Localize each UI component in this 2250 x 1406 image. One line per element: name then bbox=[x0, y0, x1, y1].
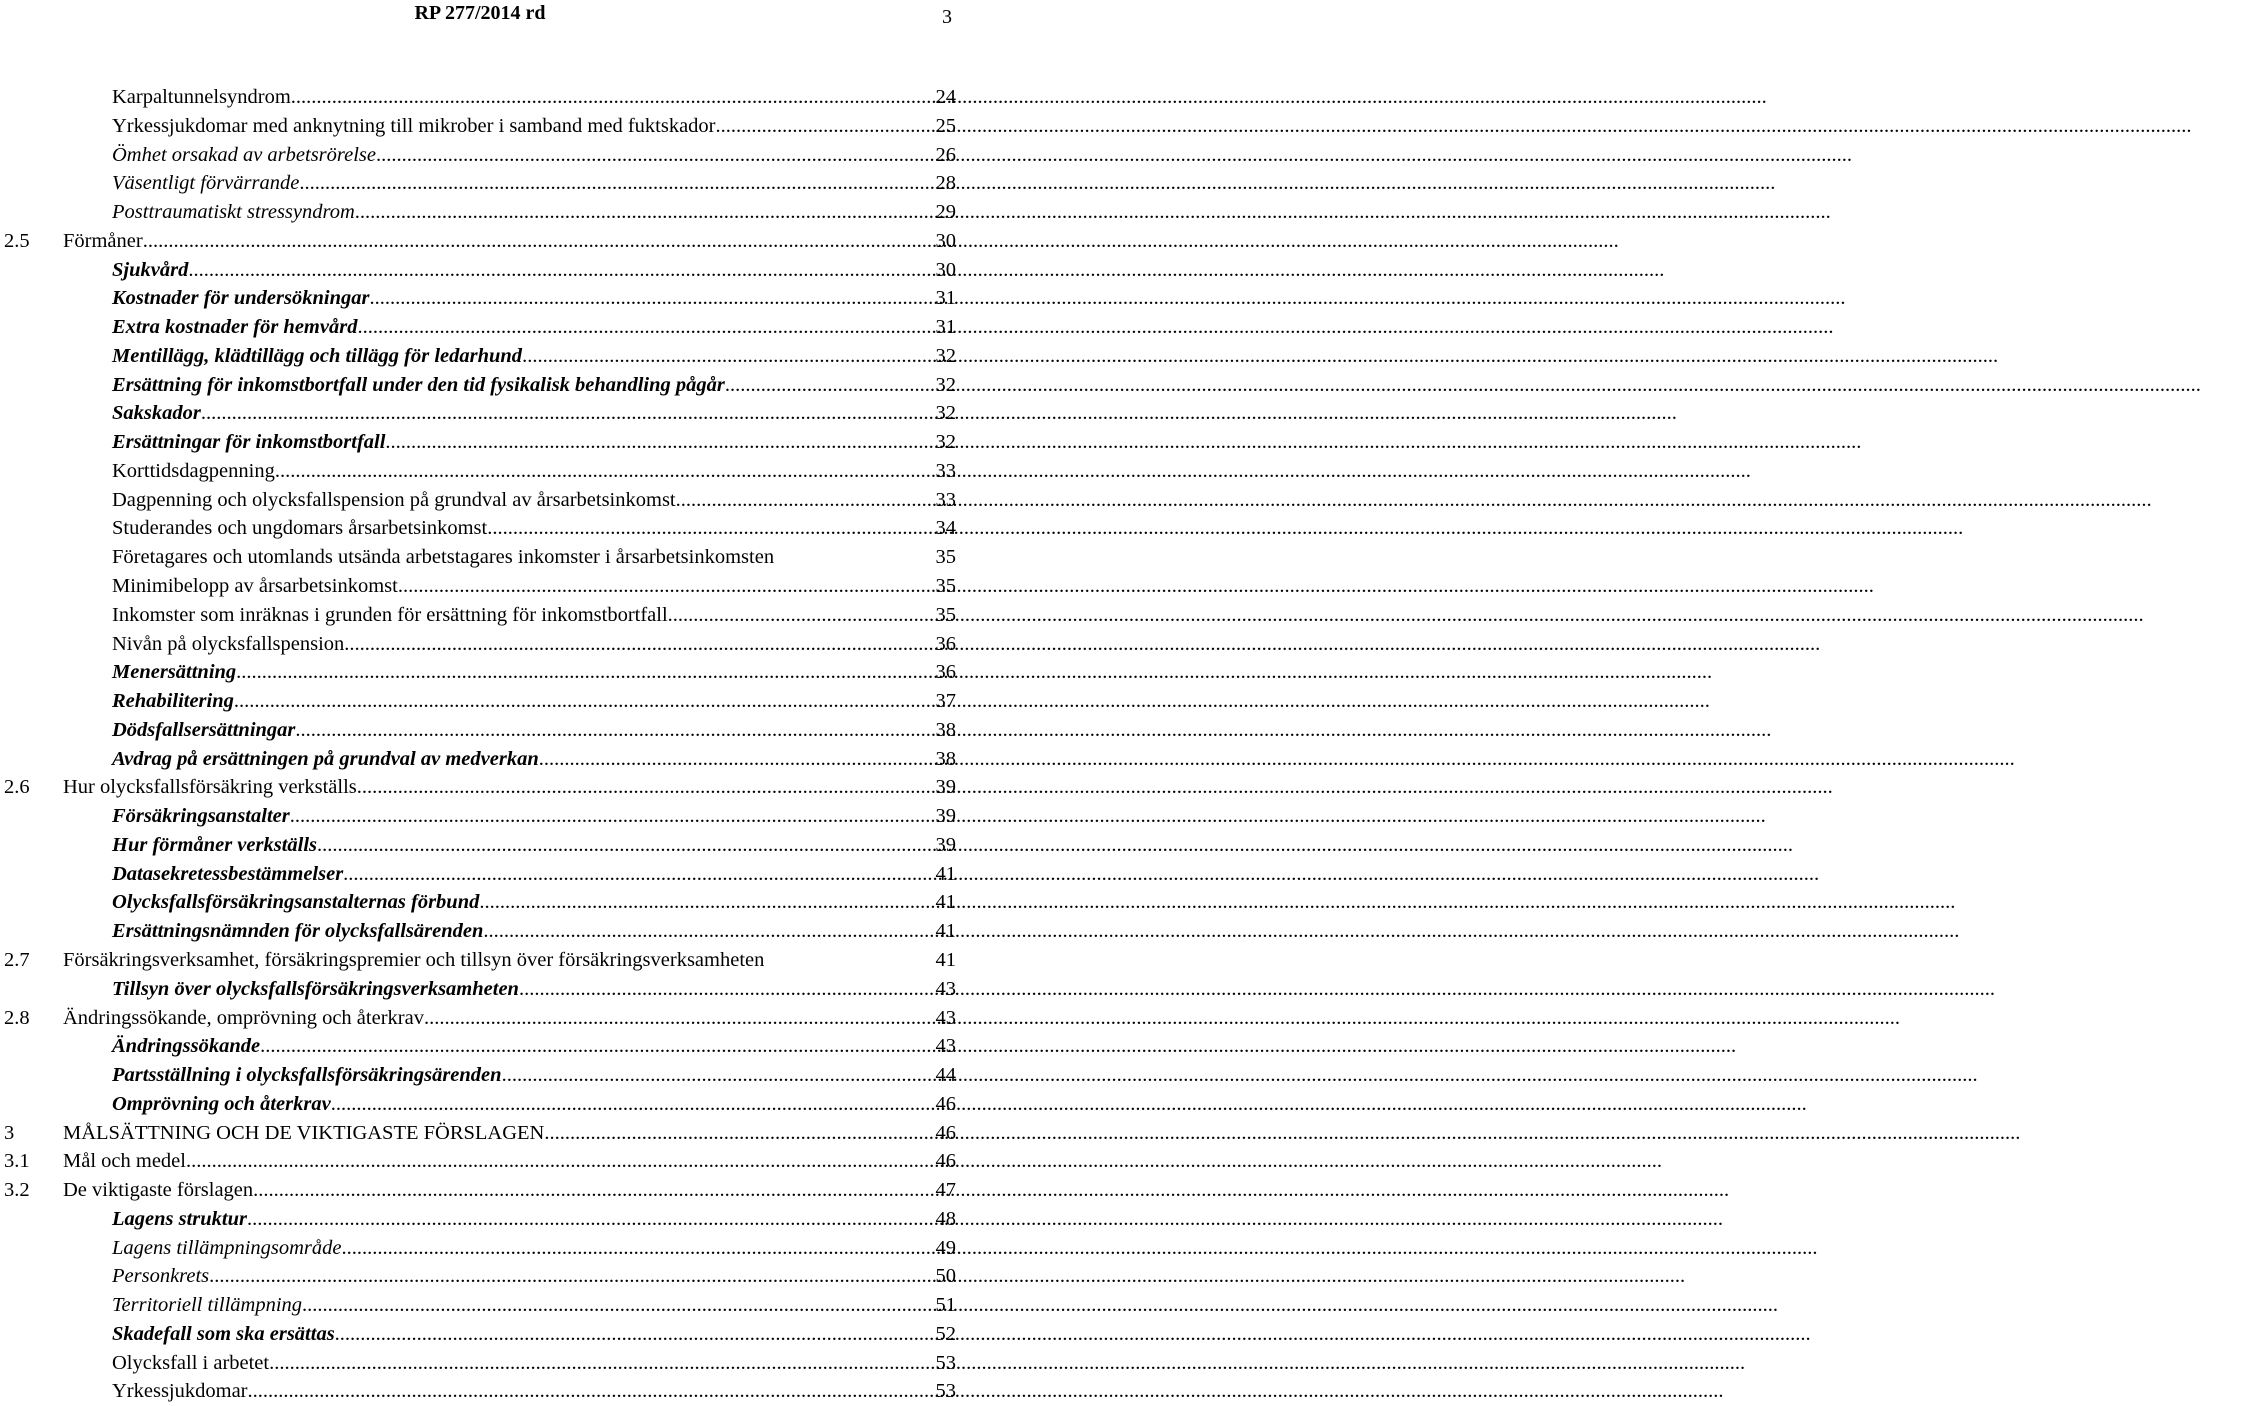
toc-entry[interactable] bbox=[0, 831, 960, 860]
toc-entry-title: Dödsfallsersättningar bbox=[112, 718, 296, 741]
toc-leader-dots bbox=[544, 1119, 935, 1148]
toc-entry-line bbox=[112, 1234, 956, 1263]
toc-entry-title: Tillsyn över olycksfallsförsäkringsverksamheten bbox=[112, 977, 519, 1000]
toc-entry[interactable] bbox=[0, 1032, 960, 1061]
toc-section-number: 2.8 bbox=[4, 1006, 30, 1029]
toc-entry-title: Menersättning bbox=[112, 661, 237, 684]
toc-entry[interactable] bbox=[0, 83, 960, 112]
toc-page-number: 50 bbox=[935, 1265, 956, 1288]
toc-entry[interactable] bbox=[0, 1061, 960, 1090]
toc-entry[interactable] bbox=[0, 745, 960, 774]
toc-page-number: 41 bbox=[935, 948, 956, 971]
toc-entry-title: Företagares och utomlands utsända arbetstagares inkomster i årsarbetsinkomsten bbox=[112, 546, 775, 569]
toc-entry-title: Mentillägg, klädtillägg och tillägg för ledarhund bbox=[112, 344, 523, 367]
toc-leader-dots bbox=[291, 83, 936, 112]
toc-entry[interactable] bbox=[0, 658, 960, 687]
toc-entry[interactable] bbox=[0, 716, 960, 745]
toc-page-number: 38 bbox=[935, 718, 956, 741]
toc-leader-dots bbox=[385, 428, 935, 457]
toc-entry-title: Omprövning och återkrav bbox=[112, 1092, 331, 1115]
toc-entry-line bbox=[112, 457, 956, 486]
toc-leader-dots bbox=[716, 112, 936, 141]
toc-entry[interactable] bbox=[0, 256, 960, 285]
toc-page-number: 35 bbox=[935, 546, 956, 569]
toc-entry-title: Kostnader för undersökningar bbox=[112, 287, 370, 310]
toc-entry-title: Hur olycksfallsförsäkring verkställs bbox=[63, 776, 357, 799]
page-header bbox=[0, 0, 960, 40]
toc-page-number: 49 bbox=[935, 1236, 956, 1259]
toc-leader-dots bbox=[355, 198, 936, 227]
toc-page-number: 33 bbox=[935, 488, 956, 511]
toc-entry-title: Dagpenning och olycksfallspension på grundval av årsarbetsinkomst bbox=[112, 488, 676, 511]
toc-page-number: 41 bbox=[935, 891, 956, 914]
toc-page-number: 47 bbox=[935, 1179, 956, 1202]
toc-entry[interactable] bbox=[0, 1262, 960, 1291]
toc-leader-dots bbox=[234, 687, 936, 716]
toc-leader-dots bbox=[260, 1032, 935, 1061]
toc-section-number: 3.1 bbox=[4, 1150, 30, 1173]
toc-leader-dots bbox=[236, 658, 935, 687]
toc-entry-line bbox=[112, 399, 956, 428]
toc-entry-title: Försäkringsanstalter bbox=[112, 805, 290, 828]
toc-entry[interactable] bbox=[0, 399, 960, 428]
toc-entry-line bbox=[112, 371, 956, 400]
toc-entry-line bbox=[112, 1090, 956, 1119]
toc-entry-line bbox=[63, 773, 956, 802]
toc-entry-title: Ändringssökande, omprövning och återkrav bbox=[63, 1006, 424, 1029]
toc-page-number: 32 bbox=[935, 402, 956, 425]
toc-entry-title: Olycksfall i arbetet bbox=[112, 1351, 270, 1374]
toc-entry[interactable] bbox=[0, 371, 960, 400]
toc-entry-line bbox=[63, 1004, 956, 1033]
toc-section-number: 2.6 bbox=[4, 776, 30, 799]
toc-entry-line bbox=[112, 83, 956, 112]
toc-page-number: 24 bbox=[935, 86, 956, 108]
toc-leader-dots bbox=[487, 514, 935, 543]
toc-entry-line bbox=[112, 917, 956, 946]
toc-entry-line bbox=[112, 860, 956, 889]
toc-leader-dots bbox=[376, 141, 936, 170]
toc-page-number: 29 bbox=[935, 201, 956, 224]
toc-leader-dots bbox=[188, 256, 935, 285]
toc-page-number: 33 bbox=[935, 459, 956, 482]
toc-entry[interactable] bbox=[0, 141, 960, 170]
toc-entry-title: Extra kostnader för hemvård bbox=[112, 316, 358, 339]
toc-page-number: 46 bbox=[935, 1121, 956, 1144]
toc-entry[interactable] bbox=[0, 1320, 960, 1349]
toc-entry-line bbox=[112, 514, 956, 543]
toc-entry-title: Ändringssökande bbox=[112, 1035, 261, 1058]
toc-entry[interactable] bbox=[0, 1119, 960, 1148]
toc-leader-dots bbox=[676, 486, 936, 515]
toc-leader-dots bbox=[269, 1349, 935, 1378]
toc-entry-line bbox=[112, 1291, 956, 1320]
toc-page-number: 31 bbox=[935, 316, 956, 339]
toc-entry-line bbox=[112, 112, 956, 141]
toc-entry-title: Ömhet orsakad av arbetsrörelse bbox=[112, 143, 376, 166]
toc-entry-line bbox=[112, 1262, 956, 1291]
toc-entry-line bbox=[112, 1032, 956, 1061]
toc-entry-line bbox=[112, 975, 956, 1004]
toc-entry-title: Lagens tillämpningsområde bbox=[112, 1236, 342, 1259]
toc-entry-line bbox=[112, 572, 956, 601]
toc-page-number: 48 bbox=[935, 1207, 956, 1230]
toc-page-number: 39 bbox=[935, 833, 956, 856]
toc-entry-title: Ersättningar för inkomstbortfall bbox=[112, 431, 386, 454]
toc-entry-line bbox=[112, 428, 956, 457]
toc-entry-title: Rehabilitering bbox=[112, 690, 234, 713]
toc-leader-dots bbox=[290, 802, 936, 831]
toc-entry-title: Partsställning i olycksfallsförsäkringsärenden bbox=[112, 1064, 502, 1087]
toc-leader-dots bbox=[295, 716, 935, 745]
toc-entry[interactable] bbox=[0, 1004, 960, 1033]
toc-leader-dots bbox=[343, 860, 935, 889]
toc-entry-title: Skadefall som ska ersättas bbox=[112, 1322, 335, 1345]
toc-page-number: 34 bbox=[935, 517, 956, 540]
toc-entry-line bbox=[112, 486, 956, 515]
toc-entry-title: Territoriell tillämpning bbox=[112, 1294, 303, 1317]
toc-entry-title: Inkomster som inräknas i grunden för ersättning för inkomstbortfall bbox=[112, 603, 668, 626]
toc-page-number: 38 bbox=[935, 747, 956, 770]
toc-entry-title: Mål och medel bbox=[63, 1150, 186, 1173]
toc-entry-line bbox=[112, 141, 956, 170]
toc-page-number: 39 bbox=[935, 805, 956, 828]
toc-entry-line bbox=[112, 543, 956, 572]
toc-leader-dots bbox=[369, 284, 935, 313]
toc-entry[interactable] bbox=[0, 802, 960, 831]
toc-entry-title: Avdrag på ersättningen på grundval av medverkan bbox=[112, 747, 539, 770]
toc-leader-dots bbox=[357, 773, 936, 802]
toc-entry[interactable] bbox=[0, 1147, 960, 1176]
toc-entry[interactable] bbox=[0, 1349, 960, 1378]
toc-entry[interactable] bbox=[0, 630, 960, 659]
toc-entry[interactable] bbox=[0, 1090, 960, 1119]
toc-leader-dots bbox=[253, 1176, 935, 1205]
toc-entry[interactable] bbox=[0, 773, 960, 802]
toc-page-number: 53 bbox=[935, 1380, 956, 1403]
toc-entry-line bbox=[112, 1377, 956, 1406]
toc-page-number: 43 bbox=[935, 1006, 956, 1029]
toc-entry-line bbox=[112, 1061, 956, 1090]
toc-entry-title: Karpaltunnelsyndrom bbox=[112, 86, 291, 108]
toc-leader-dots bbox=[302, 1291, 935, 1320]
toc-section-number: 3 bbox=[4, 1121, 15, 1144]
toc-leader-dots bbox=[248, 1377, 936, 1406]
toc-leader-dots bbox=[143, 227, 936, 256]
toc-entry-line bbox=[112, 831, 956, 860]
toc-page-number: 41 bbox=[935, 920, 956, 943]
toc-entry-title: Personkrets bbox=[112, 1265, 210, 1288]
toc-section-number: 3.2 bbox=[4, 1179, 30, 1202]
toc-entry-title: Yrkessjukdomar med anknytning till mikrober i samband med fuktskador bbox=[112, 114, 716, 137]
toc-entry-line bbox=[63, 227, 956, 256]
toc-leader-dots bbox=[519, 975, 936, 1004]
toc-entry-title: Posttraumatiskt stressyndrom bbox=[112, 201, 355, 224]
toc-entry[interactable] bbox=[0, 486, 960, 515]
toc-leader-dots bbox=[247, 1205, 935, 1234]
toc-page-number: 30 bbox=[935, 229, 956, 252]
toc-leader-dots bbox=[209, 1262, 935, 1291]
toc-entry[interactable] bbox=[0, 1176, 960, 1205]
toc-page-number: 44 bbox=[935, 1064, 956, 1087]
toc-leader-dots bbox=[357, 313, 935, 342]
toc-page-number: 46 bbox=[935, 1150, 956, 1173]
toc-page-number: 28 bbox=[935, 172, 956, 195]
toc-leader-dots bbox=[502, 1061, 936, 1090]
toc-entry[interactable] bbox=[0, 1234, 960, 1263]
toc-entry-line bbox=[112, 313, 956, 342]
document-reference: RP 277/2014 rd bbox=[414, 2, 546, 24]
toc-page-number: 37 bbox=[935, 690, 956, 713]
toc-entry-title: Ersättning för inkomstbortfall under den tid fysikalisk behandling pågår bbox=[112, 373, 725, 396]
toc-page-number: 31 bbox=[935, 287, 956, 310]
toc-entry[interactable] bbox=[0, 284, 960, 313]
toc-entry-line bbox=[112, 1349, 956, 1378]
toc-page-number: 25 bbox=[935, 114, 956, 137]
toc-section-number: 2.5 bbox=[4, 229, 30, 252]
toc-page-number: 30 bbox=[935, 258, 956, 281]
toc-entry[interactable] bbox=[0, 543, 960, 572]
toc-entry[interactable] bbox=[0, 514, 960, 543]
toc-leader-dots bbox=[299, 169, 935, 198]
toc-leader-dots bbox=[479, 888, 935, 917]
toc-page-number: 32 bbox=[935, 431, 956, 454]
toc-page-number: 46 bbox=[935, 1092, 956, 1115]
toc-entry-line bbox=[112, 716, 956, 745]
page-number: 3 bbox=[942, 6, 952, 28]
toc-entry[interactable] bbox=[0, 687, 960, 716]
toc-entry-line bbox=[112, 284, 956, 313]
toc-page-number: 43 bbox=[935, 977, 956, 1000]
toc-entry[interactable] bbox=[0, 860, 960, 889]
toc-entry-title: Minimibelopp av årsarbetsinkomst bbox=[112, 575, 398, 598]
toc-leader-dots bbox=[522, 342, 935, 371]
toc-entry[interactable] bbox=[0, 917, 960, 946]
toc-entry-title: Försäkringsverksamhet, försäkringspremier och tillsyn över försäkringsverksamheten bbox=[63, 948, 765, 971]
toc-entry[interactable] bbox=[0, 112, 960, 141]
toc-entry-line bbox=[112, 198, 956, 227]
toc-entry-title: Olycksfallsförsäkringsanstalternas förbund bbox=[112, 891, 480, 914]
toc-entry-line bbox=[112, 888, 956, 917]
toc-entry[interactable] bbox=[0, 572, 960, 601]
toc-leader-dots bbox=[201, 399, 936, 428]
toc-leader-dots bbox=[275, 457, 936, 486]
toc-entry-title: Hur förmåner verkställs bbox=[112, 833, 318, 856]
toc-entry[interactable] bbox=[0, 888, 960, 917]
toc-entry-line bbox=[63, 1119, 956, 1148]
toc-entry-title: Lagens struktur bbox=[112, 1207, 248, 1230]
toc-entry[interactable] bbox=[0, 975, 960, 1004]
toc-entry-line bbox=[112, 256, 956, 285]
toc-entry-line bbox=[112, 1205, 956, 1234]
toc-page-number: 52 bbox=[935, 1322, 956, 1345]
toc-page-number: 32 bbox=[935, 373, 956, 396]
toc-entry-title: Sjukvård bbox=[112, 258, 189, 281]
toc-entry[interactable] bbox=[0, 169, 960, 198]
toc-entry-title: MÅLSÄTTNING OCH DE VIKTIGASTE FÖRSLAGEN bbox=[63, 1121, 545, 1144]
toc-page-number: 36 bbox=[935, 661, 956, 684]
toc-entry-line bbox=[112, 1320, 956, 1349]
toc-leader-dots bbox=[317, 831, 935, 860]
toc-page-number: 35 bbox=[935, 603, 956, 626]
toc-entry-line bbox=[112, 658, 956, 687]
toc-entry-title: Förmåner bbox=[63, 229, 143, 252]
toc-entry-title: Sakskador bbox=[112, 402, 201, 425]
toc-entry-line bbox=[112, 601, 956, 630]
toc-entry-line bbox=[63, 1147, 956, 1176]
toc-leader-dots bbox=[186, 1147, 936, 1176]
toc-page-number: 41 bbox=[935, 862, 956, 885]
toc-leader-dots bbox=[668, 601, 936, 630]
toc-leader-dots bbox=[398, 572, 936, 601]
toc-section-number: 2.7 bbox=[4, 948, 30, 971]
toc-leader-dots bbox=[331, 1090, 936, 1119]
toc-entry[interactable] bbox=[0, 601, 960, 630]
toc-leader-dots bbox=[424, 1004, 936, 1033]
toc-leader-dots bbox=[539, 745, 936, 774]
toc-entry[interactable] bbox=[0, 1205, 960, 1234]
toc-page-number: 53 bbox=[935, 1351, 956, 1374]
toc-page-number: 36 bbox=[935, 632, 956, 655]
toc-entry[interactable] bbox=[0, 1291, 960, 1320]
toc-entry-title: Nivån på olycksfallspension bbox=[112, 632, 345, 655]
toc-entry[interactable] bbox=[0, 227, 960, 256]
toc-leader-dots bbox=[483, 917, 935, 946]
toc-entry-title: Korttidsdagpenning bbox=[112, 459, 275, 482]
toc-page-number: 39 bbox=[935, 776, 956, 799]
toc-entry[interactable] bbox=[0, 313, 960, 342]
toc-entry-title: Yrkessjukdomar bbox=[112, 1380, 248, 1403]
toc-entry-line bbox=[112, 342, 956, 371]
toc-leader-dots bbox=[342, 1234, 936, 1263]
table-of-contents bbox=[0, 83, 960, 1406]
toc-page-number: 51 bbox=[935, 1294, 956, 1317]
toc-page-number: 35 bbox=[935, 575, 956, 598]
toc-entry-line bbox=[112, 687, 956, 716]
toc-entry-title: De viktigaste förslagen bbox=[63, 1179, 254, 1202]
toc-entry[interactable] bbox=[0, 198, 960, 227]
toc-entry-title: Studerandes och ungdomars årsarbetsinkomst bbox=[112, 517, 488, 540]
toc-entry[interactable] bbox=[0, 342, 960, 371]
toc-entry-title: Datasekretessbestämmelser bbox=[112, 862, 344, 885]
toc-entry-title: Ersättningsnämnden för olycksfallsärenden bbox=[112, 920, 484, 943]
toc-entry-line bbox=[63, 946, 956, 975]
toc-page-number: 26 bbox=[935, 143, 956, 166]
toc-entry[interactable] bbox=[0, 1377, 960, 1406]
toc-entry-line bbox=[112, 802, 956, 831]
toc-entry-title: Väsentligt förvärrande bbox=[112, 172, 300, 195]
toc-leader-dots bbox=[335, 1320, 936, 1349]
toc-entry-line bbox=[112, 169, 956, 198]
toc-leader-dots bbox=[344, 630, 935, 659]
toc-page-number: 43 bbox=[935, 1035, 956, 1058]
toc-entry-line bbox=[63, 1176, 956, 1205]
toc-entry-line bbox=[112, 630, 956, 659]
toc-entry[interactable] bbox=[0, 946, 960, 975]
toc-entry[interactable] bbox=[0, 428, 960, 457]
toc-page-number: 32 bbox=[935, 344, 956, 367]
toc-entry[interactable] bbox=[0, 457, 960, 486]
toc-leader-dots bbox=[725, 371, 936, 400]
toc-entry-line bbox=[112, 745, 956, 774]
